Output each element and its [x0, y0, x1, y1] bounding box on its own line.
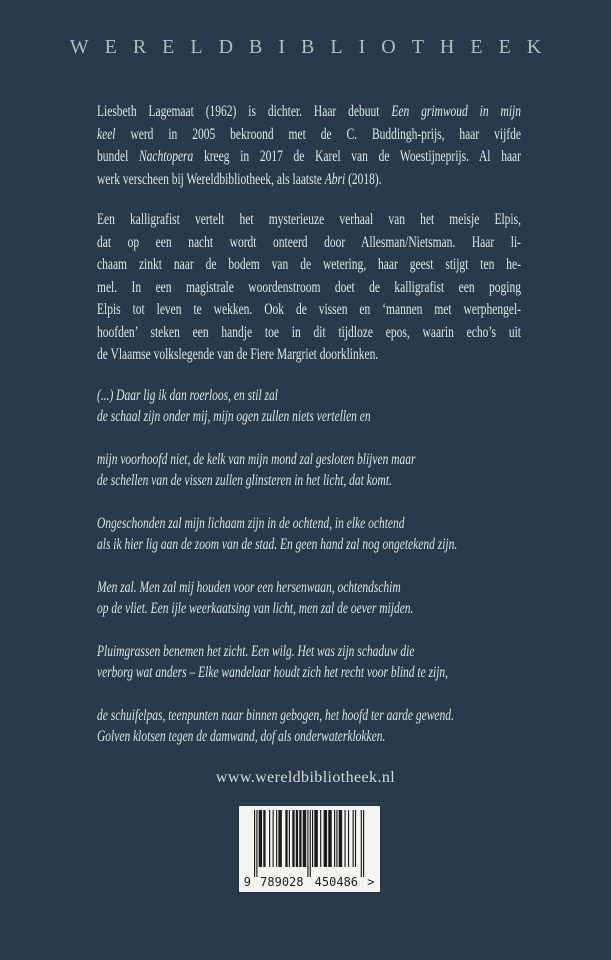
bio-line: werk verscheen bij Wereldbibliotheek, als laatste Abri (2018).: [97, 170, 382, 188]
barcode-digit-lead: 9: [243, 875, 251, 889]
synopsis-line: Een kalligrafist vertelt het mysterieuze verhaal van het meisje Elpis,: [97, 211, 521, 228]
bio-line: keel werd in 2005 bekroond met de C. Buddingh-prijs, haar vijfde: [97, 125, 521, 143]
bio-line: Liesbeth Lagemaat (1962) is dichter. Haar debuut Een grimwoud in mijn: [97, 103, 521, 120]
poem-line: mijn voorhoofd niet, de kelk van mijn mond zal gesloten blijven maar: [97, 451, 416, 468]
synopsis-line: hoofden’ steken een handje toe in dit tijdloze epos, waarin echo’s uit: [97, 323, 521, 341]
author-bio: [97, 101, 521, 191]
barcode-digits-right: 450486: [314, 875, 359, 889]
poem-line: op de vliet. Een ijle weerkaatsing van licht, men zal de oever mijden.: [97, 599, 414, 617]
publisher-logo: WERELDBIBLIOTHEEK: [69, 36, 558, 58]
barcode-indicator: >: [367, 875, 375, 889]
synopsis-line: Elpis tot leven te wekken. Ook de vissen en ‘mannen met werphengel-: [97, 301, 521, 318]
synopsis-line: mel. In een magistrale woordenstroom doet de kalligrafist een poging: [97, 278, 521, 296]
poem-excerpt: [97, 386, 521, 770]
poem-stanza: [97, 450, 521, 491]
barcode-bars: [239, 806, 380, 892]
poem-line: de schuifelpas, teenpunten naar binnen gebogen, het hoofd ter aarde gewend.: [97, 707, 454, 724]
poem-line: verborg wat anders – Elke wandelaar houdt zich het recht voor blind te zijn,: [97, 663, 449, 681]
poem-line: als ik hier lig aan de zoom van de stad. En geen hand zal nog ongetekend zijn.: [97, 535, 458, 553]
synopsis-line: dat op een nacht wordt onteerd door Allesman/Nietsman. Haar li-: [97, 233, 521, 251]
poem-line: Ongeschonden zal mijn lichaam zijn in de ochtend, in elke ochtend: [97, 515, 405, 532]
poem-line: de schellen van de vissen zullen glinsteren in het licht, dat komt.: [97, 471, 392, 489]
poem-line: Men zal. Men zal mij houden voor een hersenwaan, ochtendschim: [97, 579, 401, 596]
poem-line: de schaal zijn onder mij, mijn ogen zullen niets vertellen en: [97, 407, 371, 425]
bio-line: bundel Nachtopera kreeg in 2017 de Karel van de Woestijneprijs. Al haar: [97, 148, 521, 165]
poem-line: Pluimgrassen benemen het zicht. Een wilg. Het was zijn schaduw die: [97, 643, 415, 660]
poem-stanza: [97, 514, 521, 555]
poem-stanza: [97, 642, 521, 683]
barcode-digits-left: 789028: [260, 875, 304, 889]
poem-stanza: [97, 578, 521, 619]
poem-line: Golven klotsen tegen de damwand, dof als onderwaterklokken.: [97, 727, 386, 745]
website-url: www.wereldbibliotheek.nl: [215, 769, 396, 786]
synopsis-line: chaam zinkt naar de bodem van de wetering, haar geest stijgt ten he-: [97, 256, 521, 273]
synopsis: [97, 209, 521, 367]
poem-stanza: [97, 706, 521, 747]
synopsis-line: de Vlaamse volkslegende van de Fiere Margriet doorklinken.: [97, 346, 379, 363]
isbn-barcode: [239, 806, 380, 892]
poem-line: (...) Daar lig ik dan roerloos, en stil zal: [97, 387, 278, 404]
poem-stanza: [97, 386, 521, 427]
